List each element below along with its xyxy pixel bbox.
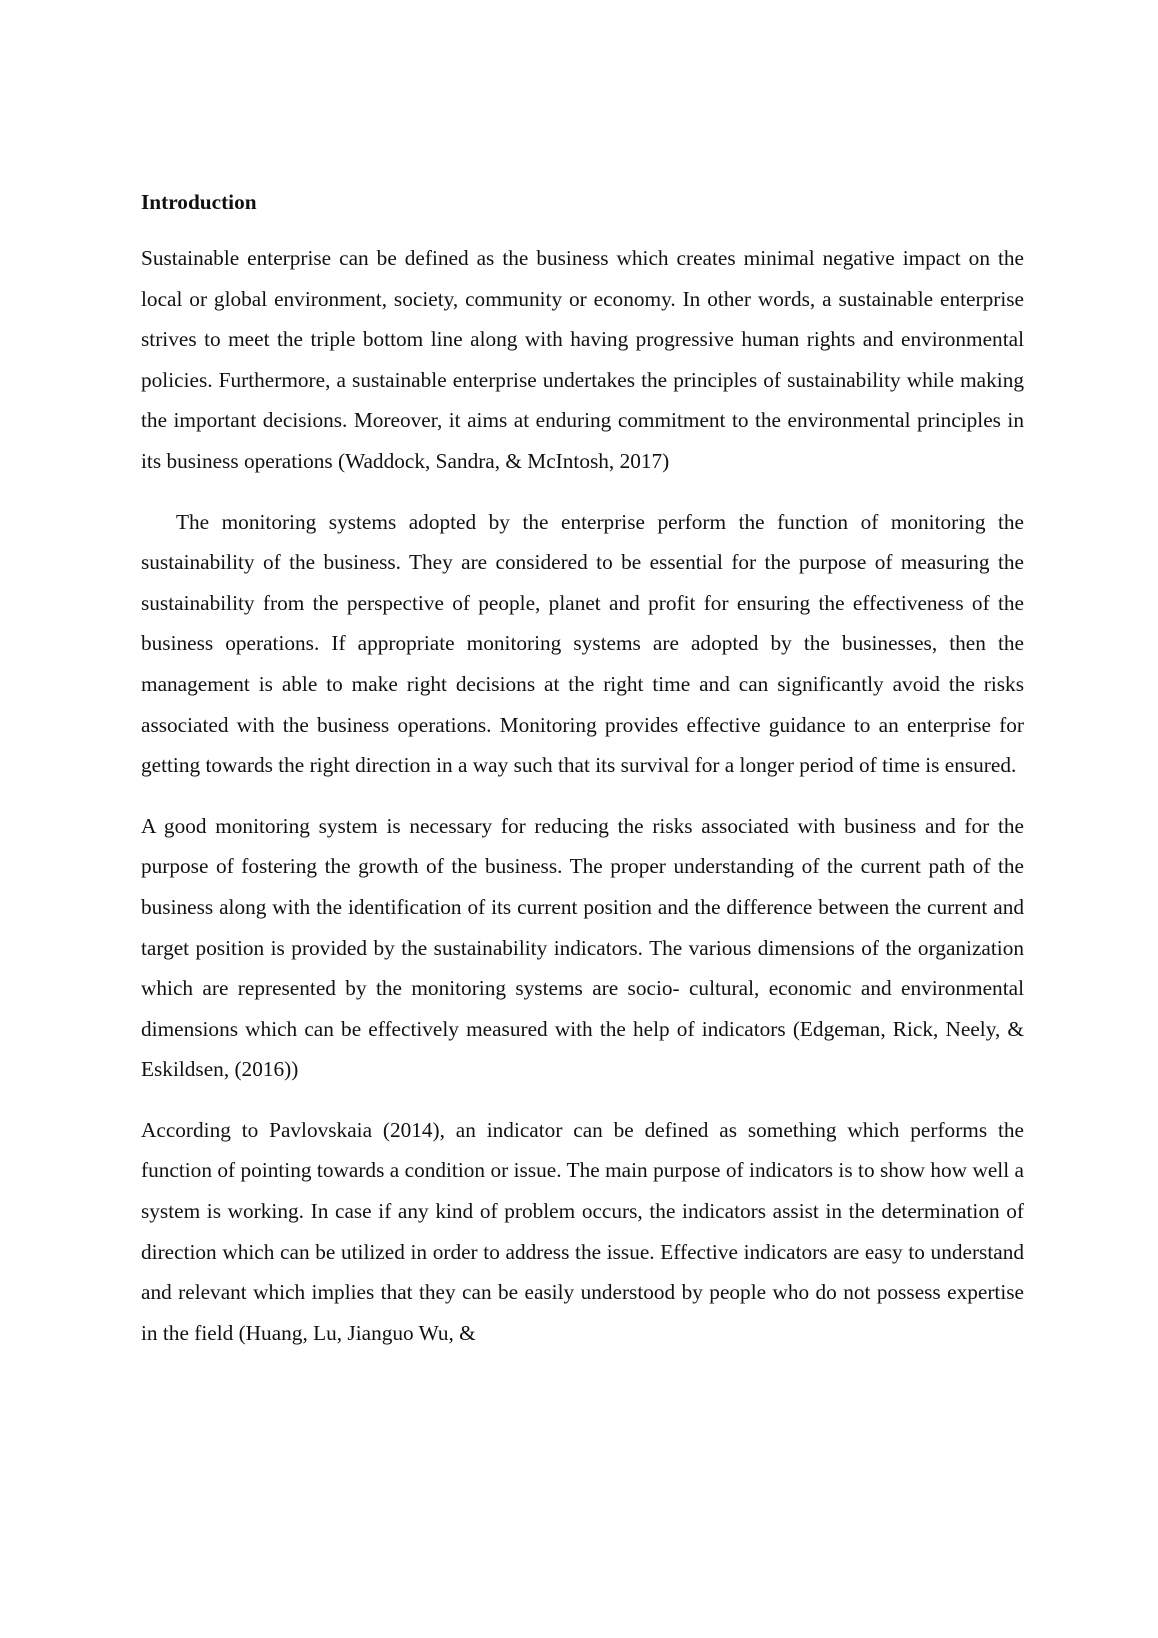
paragraph-2: The monitoring systems adopted by the enterprise perform the function of monitoring the sustainability of the business. They are considered to be essential for the purpose of measuring the sustainability from the perspective of people, planet and profit for ensuring the effectiveness of the business operations. If appropriate monitoring systems are adopted by the businesses, then the management is able to make right decisions at the right time and can significantly avoid the risks associated with the business operations. Monitoring provides effective guidance to an enterprise for getting towards the right direction in a way such that its survival for a longer period of time is ensured. bbox=[141, 509, 1024, 778]
paragraph-1: Sustainable enterprise can be defined as the business which creates minimal negative impact on the local or global environment, society, community or economy. In other words, a sustainable enterprise strives to meet the triple bottom line along with having progressive human rights and environmental policies. Furthermore, a sustainable enterprise undertakes the principles of sustainability while making the important decisions. Moreover, it aims at enduring commitment to the environmental principles in its business operations (Waddock, Sandra, & McIntosh, 2017) bbox=[141, 246, 1024, 473]
paragraph-4: According to Pavlovskaia (2014), an indicator can be defined as something which performs the function of pointing towards a condition or issue. The main purpose of indicators is to show how well a system is working. In case if any kind of problem occurs, the indicators assist in the determination of direction which can be utilized in order to address the issue. Effective indicators are easy to understand and relevant which implies that they can be easily understood by people who do not possess expertise in the field (Huang, Lu, Jianguo Wu, & bbox=[141, 1117, 1024, 1345]
document-body bbox=[141, 186, 1024, 1373]
section-heading: Introduction bbox=[141, 190, 257, 214]
paragraph-3: A good monitoring system is necessary for reducing the risks associated with business and for the purpose of fostering the growth of the business. The proper understanding of the current path of the business along with the identification of its current position and the difference between the current and target position is provided by the sustainability indicators. The various dimensions of the organization which are represented by the monitoring systems are socio- cultural, economic and environmental dimensions which can be effectively measured with the help of indicators (Edgeman, Rick, Neely, & Eskildsen, (2016)) bbox=[141, 813, 1024, 1082]
